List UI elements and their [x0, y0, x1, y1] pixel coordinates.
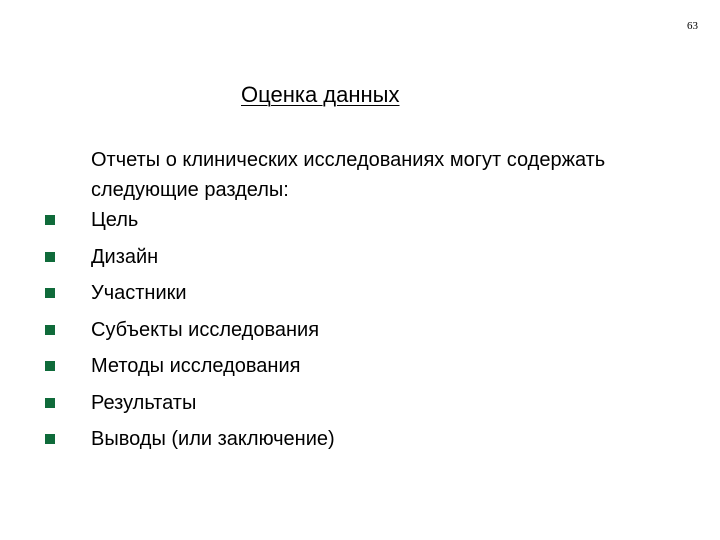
list-item-text: Цель [91, 209, 139, 231]
square-bullet-icon [45, 215, 55, 225]
list-item-text: Дизайн [91, 245, 159, 268]
square-bullet-icon [45, 434, 55, 444]
square-bullet-icon [45, 288, 55, 298]
page-number: 63 [687, 20, 698, 32]
list-item-text: Выводы (или заключение) [91, 428, 335, 450]
list-item-text: Методы исследования [91, 355, 301, 377]
square-bullet-icon [45, 325, 55, 335]
square-bullet-icon [45, 252, 55, 262]
list-item-text: Результаты [91, 391, 197, 414]
list-item-text: Субъекты исследования [91, 318, 320, 341]
intro-text: Отчеты о клинических исследованиях могут содержать следующие разделы: [91, 149, 606, 201]
list-item-text: Участники [91, 282, 187, 304]
slide-title: Оценка данных [241, 82, 400, 107]
square-bullet-icon [45, 398, 55, 408]
square-bullet-icon [45, 361, 55, 371]
